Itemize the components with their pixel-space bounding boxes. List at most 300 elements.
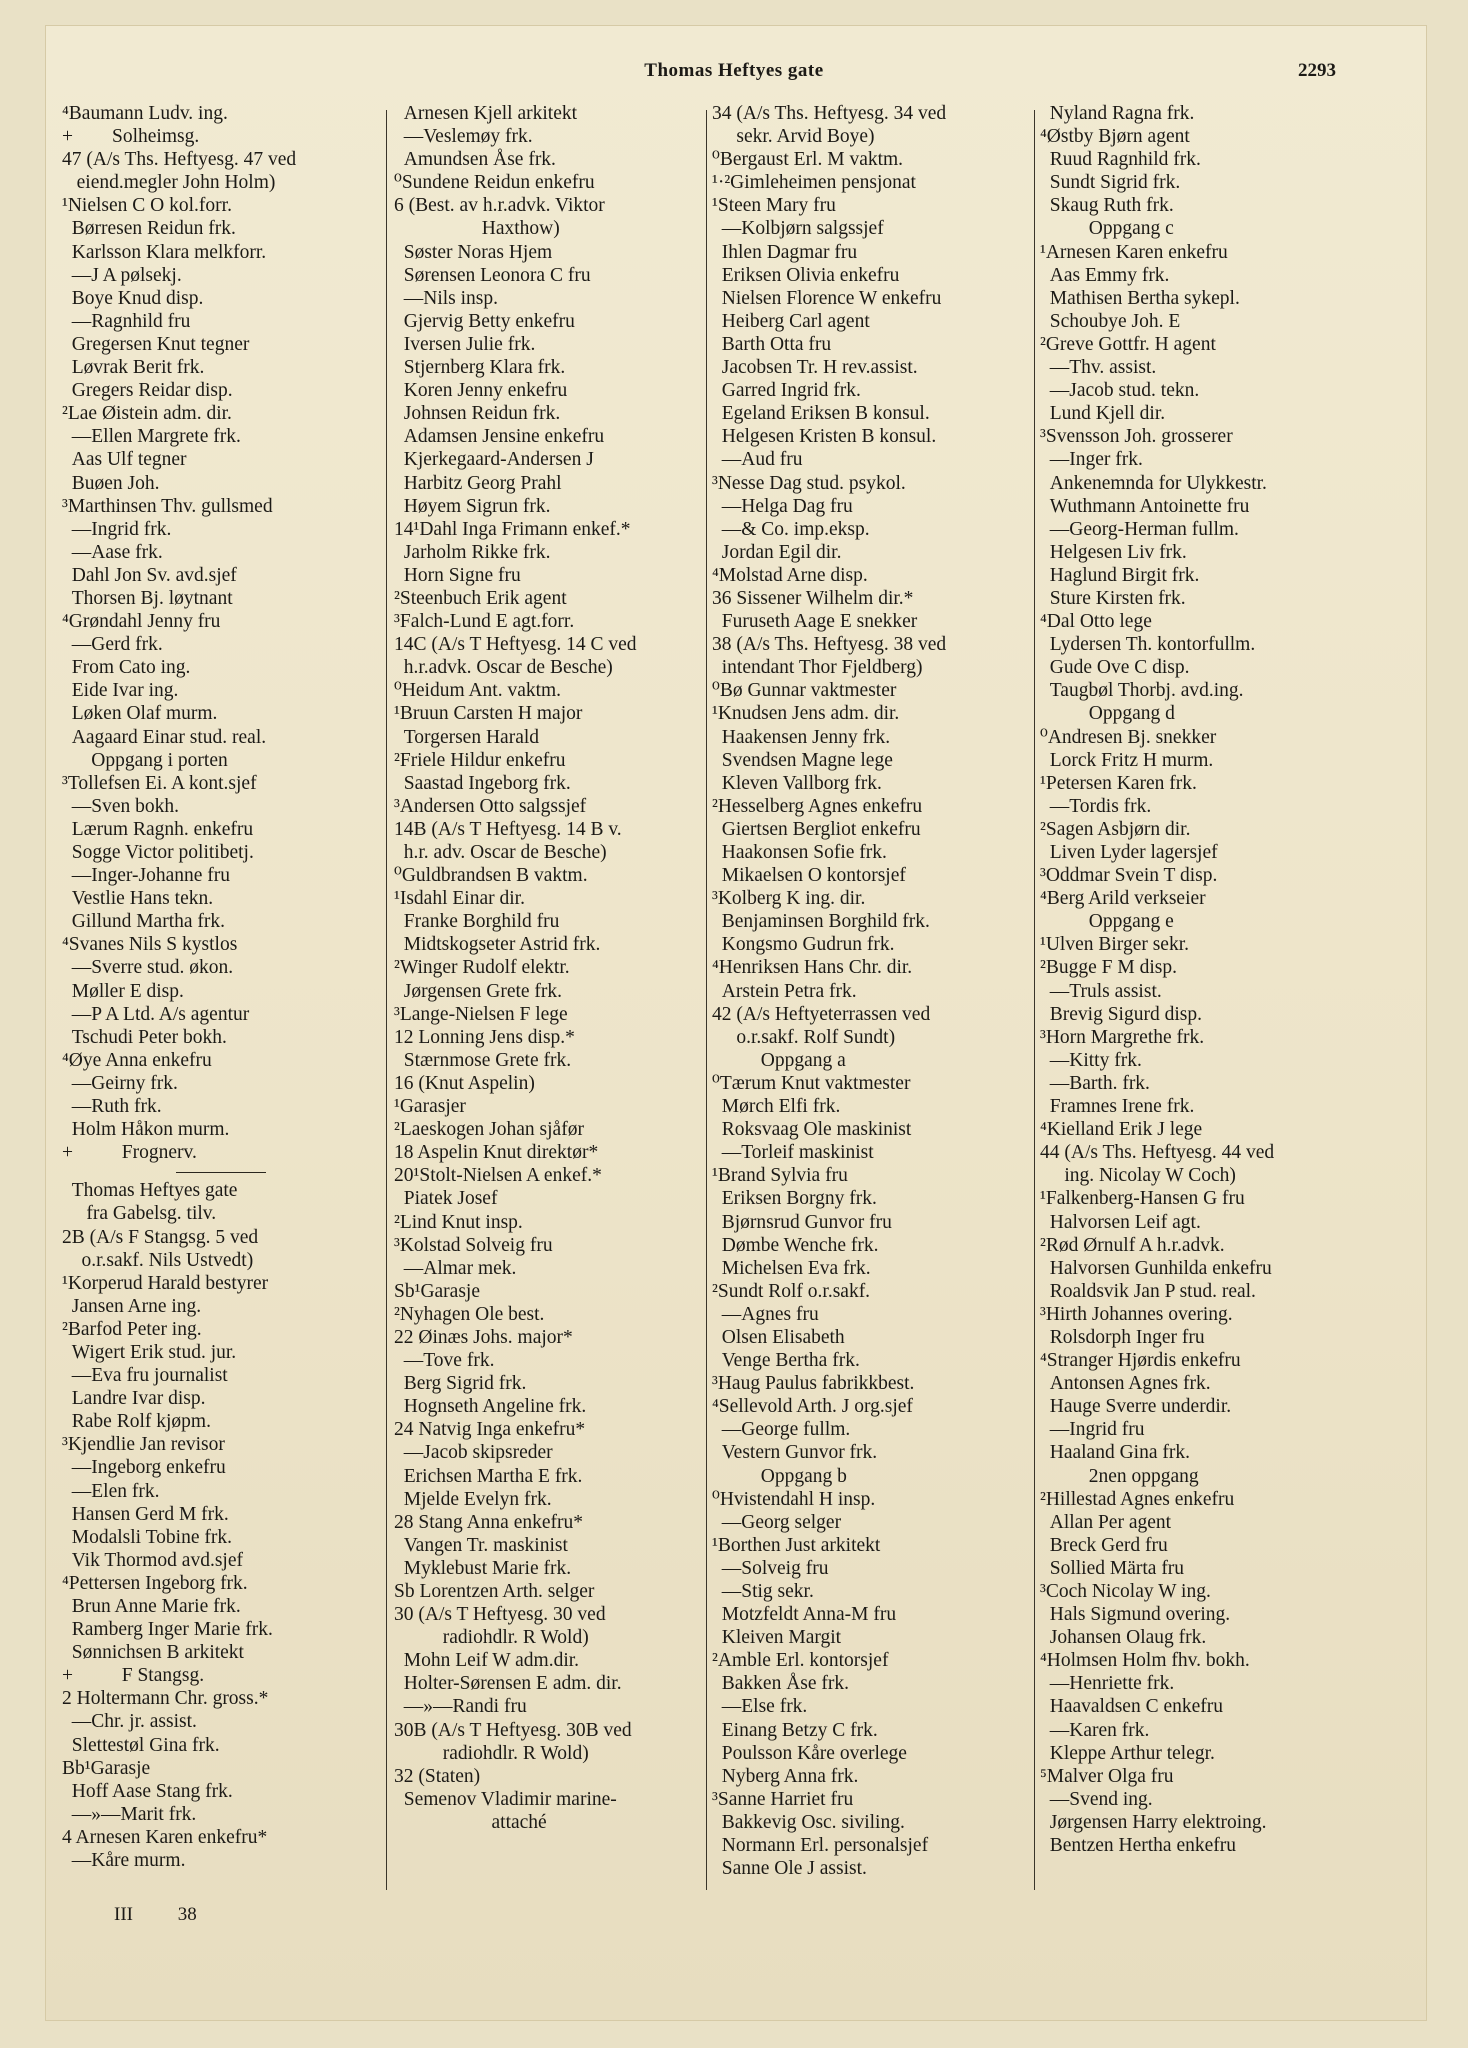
- directory-entry: 2B (A/s F Stangsg. 5 ved: [62, 1226, 259, 1248]
- directory-entry: 22 Øinæs Johs. major*: [394, 1326, 573, 1348]
- directory-entry: Arstein Petra frk.: [712, 980, 857, 1002]
- directory-entry: ¹Bruun Carsten H major: [394, 703, 583, 725]
- directory-entry: Børresen Reidun frk.: [62, 218, 236, 240]
- directory-entry: Søster Noras Hjem: [394, 241, 553, 263]
- directory-entry: Piatek Josef: [394, 1188, 498, 1210]
- directory-entry: Oppgang a: [712, 1049, 846, 1071]
- directory-entry: Motzfeldt Anna-M fru: [712, 1604, 897, 1626]
- directory-entry: —Ruth frk.: [62, 1096, 162, 1118]
- directory-entry: Gregers Reidar disp.: [62, 380, 233, 402]
- directory-entry: ⁰Heidum Ant. vaktm.: [394, 680, 562, 702]
- directory-entry: Helgesen Kristen B konsul.: [712, 426, 937, 448]
- directory-entry: Bjørnsrud Gunvor fru: [712, 1211, 892, 1233]
- directory-entry: attaché: [394, 1811, 547, 1833]
- directory-entry: Eide Ivar ing.: [62, 680, 179, 702]
- directory-entry: —Georg selger: [712, 1511, 842, 1533]
- directory-entry: ing. Nicolay W Coch): [1040, 1165, 1236, 1187]
- directory-entry: ²Sagen Asbjørn dir.: [1040, 818, 1191, 840]
- directory-entry: Lund Kjell dir.: [1040, 403, 1166, 425]
- directory-entry: ¹Knudsen Jens adm. dir.: [712, 703, 900, 725]
- directory-entry: 14¹Dahl Inga Frimann enkef.*: [394, 518, 631, 540]
- directory-entry: 6 (Best. av h.r.advk. Viktor: [394, 195, 605, 217]
- directory-entry: Jørgensen Grete frk.: [394, 980, 563, 1002]
- directory-entry: Giertsen Bergliot enkefru: [712, 818, 921, 840]
- directory-entry: ¹Steen Mary fru: [712, 195, 836, 217]
- directory-entry: ⁴Dal Otto lege: [1040, 611, 1152, 633]
- directory-entry: ³Sanne Harriet fru: [712, 1788, 854, 1810]
- directory-entry: Høyem Sigrun frk.: [394, 495, 551, 517]
- directory-entry: Johnsen Reidun frk.: [394, 403, 561, 425]
- directory-entry: Iversen Julie frk.: [394, 333, 536, 355]
- footer-volume: III: [114, 1904, 133, 1925]
- directory-entry: ⁰Sundene Reidun enkefru: [394, 172, 595, 194]
- directory-entry: Jansen Arne ing.: [62, 1295, 202, 1317]
- directory-entry: —Kåre murm.: [62, 1850, 186, 1872]
- directory-entry: —Nils insp.: [394, 287, 499, 309]
- directory-entry: Sønnichsen B arkitekt: [62, 1642, 244, 1664]
- directory-entry: ¹·²Gimleheimen pensjonat: [712, 172, 916, 194]
- directory-entry: Haglund Birgit frk.: [1040, 564, 1200, 586]
- directory-entry: —Ragnhild fru: [62, 310, 191, 332]
- column-1: [62, 102, 380, 1872]
- directory-entry: Stjernberg Klara frk.: [394, 357, 566, 379]
- directory-entry: ³Kjendlie Jan revisor: [62, 1434, 225, 1456]
- directory-entry: Gregersen Knut tegner: [62, 333, 250, 355]
- directory-entry: Wuthmann Antoinette fru: [1040, 495, 1250, 517]
- directory-entry: Torgersen Harald: [394, 726, 540, 748]
- directory-entry: Aagaard Einar stud. real.: [62, 726, 267, 748]
- directory-entry: —Ingeborg enkefru: [62, 1457, 226, 1479]
- footer: [114, 1904, 237, 1926]
- directory-entry: Lydersen Th. kontorfullm.: [1040, 634, 1256, 656]
- directory-entry: —Barth. frk.: [1040, 1072, 1150, 1094]
- directory-entry: —Sven bokh.: [62, 795, 179, 817]
- directory-entry: Liven Lyder lagersjef: [1040, 842, 1218, 863]
- directory-entry: ⁰Tærum Knut vaktmester: [712, 1072, 911, 1094]
- directory-entry: 14B (A/s T Heftyesg. 14 B v.: [394, 818, 622, 840]
- directory-entry: Kleven Vallborg frk.: [712, 772, 882, 794]
- directory-entry: Venge Bertha frk.: [712, 1350, 860, 1372]
- directory-entry: Wigert Erik stud. jur.: [62, 1341, 237, 1363]
- directory-entry: Furuseth Aage E snekker: [712, 611, 918, 633]
- directory-entry: Bakken Åse frk.: [712, 1673, 850, 1695]
- directory-entry: radiohdlr. R Wold): [394, 1742, 589, 1764]
- directory-entry: Oppgang d: [1040, 703, 1175, 725]
- directory-entry: ¹Arnesen Karen enkefru: [1040, 241, 1228, 263]
- directory-entry: ²Lind Knut insp.: [394, 1211, 523, 1233]
- directory-entry: fra Gabelsg. tilv.: [62, 1203, 217, 1225]
- directory-entry: ⁴Øye Anna enkefru: [62, 1049, 212, 1071]
- directory-entry: ²Laeskogen Johan sjåfør: [394, 1119, 584, 1141]
- directory-entry: ⁴Berg Arild verkseier: [1040, 888, 1206, 910]
- directory-entry: —Svend ing.: [1040, 1788, 1153, 1810]
- directory-entry: Einang Betzy C frk.: [712, 1719, 878, 1741]
- directory-entry: Hals Sigmund overing.: [1040, 1604, 1231, 1626]
- directory-entry: —Jacob stud. tekn.: [1040, 380, 1200, 402]
- directory-entry: Haxthow): [394, 218, 560, 240]
- directory-entry: Helgesen Liv frk.: [1040, 541, 1187, 563]
- directory-entry: h.r.advk. Oscar de Besche): [394, 657, 613, 679]
- directory-entry: 30B (A/s T Heftyesg. 30B ved: [394, 1719, 632, 1741]
- directory-entry: 20¹Stolt-Nielsen A enkef.*: [394, 1165, 602, 1187]
- directory-entry: Horn Signe fru: [394, 564, 521, 586]
- directory-entry: ⁴Pettersen Ingeborg frk.: [62, 1572, 248, 1594]
- directory-entry: Antonsen Agnes frk.: [1040, 1373, 1211, 1395]
- directory-entry: ⁴Svanes Nils S kystlos: [62, 934, 238, 956]
- directory-entry: Hoff Aase Stang frk.: [62, 1780, 233, 1802]
- directory-entry: Tschudi Peter bokh.: [62, 1026, 227, 1048]
- directory-entry: Halvorsen Leif agt.: [1040, 1211, 1201, 1233]
- directory-entry: ²Barfod Peter ing.: [62, 1318, 202, 1340]
- directory-entry: Sture Kirsten frk.: [1040, 587, 1186, 609]
- directory-entry: Eriksen Borgny frk.: [712, 1188, 877, 1210]
- directory-entry: —Inger frk.: [1040, 449, 1143, 471]
- directory-entry: —Truls assist.: [1040, 980, 1162, 1002]
- directory-entry: sekr. Arvid Boye): [712, 126, 875, 148]
- directory-entry: Heiberg Carl agent: [712, 310, 870, 332]
- directory-entry: ²Friele Hildur enkefru: [394, 749, 566, 771]
- directory-entry: Thomas Heftyes gate: [62, 1180, 238, 1202]
- directory-entry: Møller E disp.: [62, 980, 184, 1002]
- directory-entry: Landre Ivar disp.: [62, 1388, 206, 1410]
- directory-entry: Bentzen Hertha enkefru: [1040, 1835, 1236, 1857]
- column-4: [1040, 102, 1358, 1857]
- directory-entry: Myklebust Marie frk.: [394, 1557, 572, 1579]
- directory-entry: Berg Sigrid frk.: [394, 1373, 527, 1395]
- directory-entry: Semenov Vladimir marine-: [394, 1788, 617, 1810]
- directory-entry: —Geirny frk.: [62, 1072, 178, 1094]
- directory-entry: 32 (Staten): [394, 1765, 481, 1787]
- directory-entry: —Thv. assist.: [1040, 357, 1157, 379]
- directory-entry: Sb Lorentzen Arth. selger: [394, 1581, 595, 1602]
- directory-entry: —Stig sekr.: [712, 1581, 814, 1602]
- directory-entry: Framnes Irene frk.: [1040, 1096, 1195, 1118]
- directory-entry: ²Lae Øistein adm. dir.: [62, 403, 232, 425]
- directory-entry: 12 Lonning Jens disp.*: [394, 1026, 575, 1048]
- directory-entry: —Almar mek.: [394, 1257, 517, 1279]
- directory-entry: —Sverre stud. økon.: [62, 957, 234, 979]
- directory-entry: ²Rød Ørnulf A h.r.advk.: [1040, 1234, 1225, 1256]
- directory-entry: Løvrak Berit frk.: [62, 357, 205, 379]
- directory-entry: ³Coch Nicolay W ing.: [1040, 1581, 1211, 1602]
- directory-entry: Vestern Gunvor frk.: [712, 1442, 878, 1464]
- directory-entry: h.r. adv. Oscar de Besche): [394, 842, 607, 863]
- directory-entry: ²Nyhagen Ole best.: [394, 1303, 545, 1325]
- directory-entry: Allan Per agent: [1040, 1511, 1172, 1533]
- directory-entry: Roksvaag Ole maskinist: [712, 1119, 912, 1141]
- directory-entry: Rolsdorph Inger fru: [1040, 1326, 1205, 1348]
- directory-entry: ¹Petersen Karen frk.: [1040, 772, 1197, 794]
- directory-entry: ⁰Guldbrandsen B vaktm.: [394, 865, 588, 887]
- directory-entry: ³Horn Margrethe frk.: [1040, 1026, 1205, 1048]
- directory-entry: —Henriette frk.: [1040, 1673, 1175, 1695]
- directory-entry: ⁴Grøndahl Jenny fru: [62, 611, 221, 633]
- directory-entry: + Solheimsg.: [62, 126, 200, 148]
- directory-entry: Sanne Ole J assist.: [712, 1858, 867, 1880]
- directory-entry: Buøen Joh.: [62, 472, 160, 494]
- directory-entry: —Helga Dag fru: [712, 495, 853, 517]
- directory-entry: Lærum Ragnh. enkefru: [62, 818, 254, 840]
- directory-entry: Hognseth Angeline frk.: [394, 1396, 587, 1418]
- directory-entry: Brevig Sigurd disp.: [1040, 1003, 1202, 1025]
- directory-entry: Halvorsen Gunhilda enkefru: [1040, 1257, 1272, 1279]
- directory-entry: Adamsen Jensine enkefru: [394, 426, 605, 448]
- directory-entry: Normann Erl. personalsjef: [712, 1835, 929, 1857]
- directory-entry: Taugbøl Thorbj. avd.ing.: [1040, 680, 1244, 702]
- directory-entry: Aas Emmy frk.: [1040, 264, 1170, 286]
- directory-entry: Mjelde Evelyn frk.: [394, 1488, 552, 1510]
- directory-entry: 2 Holtermann Chr. gross.*: [62, 1688, 269, 1710]
- directory-entry: —»—Marit frk.: [62, 1803, 197, 1825]
- directory-entry: Jacobsen Tr. H rev.assist.: [712, 357, 918, 379]
- directory-entry: 14C (A/s T Heftyesg. 14 C ved: [394, 634, 637, 656]
- directory-entry: 2nen oppgang: [1040, 1465, 1199, 1487]
- directory-entry: —Ingrid frk.: [62, 518, 172, 540]
- directory-entry: Nyland Ragna frk.: [1040, 103, 1195, 124]
- directory-entry: Olsen Elisabeth: [712, 1326, 845, 1348]
- directory-entry: Lorck Fritz H murm.: [1040, 749, 1214, 771]
- directory-entry: 36 Sissener Wilhelm dir.*: [712, 587, 914, 609]
- directory-entry: ⁴Henriksen Hans Chr. dir.: [712, 957, 913, 979]
- directory-entry: ²Winger Rudolf elektr.: [394, 957, 570, 979]
- directory-entry: Oppgang i porten: [62, 749, 228, 771]
- directory-entry: ¹Nielsen C O kol.forr.: [62, 195, 232, 217]
- directory-entry: intendant Thor Fjeldberg): [712, 657, 923, 679]
- directory-entry: —»—Randi fru: [394, 1696, 527, 1718]
- directory-entry: Dahl Jon Sv. avd.sjef: [62, 564, 237, 586]
- directory-entry: Sogge Victor politibetj.: [62, 842, 254, 863]
- directory-entry: Eriksen Olivia enkefru: [712, 264, 900, 286]
- directory-entry: Benjaminsen Borghild frk.: [712, 911, 930, 933]
- directory-entry: Erichsen Martha E frk.: [394, 1465, 583, 1487]
- directory-entry: radiohdlr. R Wold): [394, 1627, 589, 1649]
- directory-entry: ⁵Malver Olga fru: [1040, 1765, 1174, 1787]
- directory-entry: —Chr. jr. assist.: [62, 1711, 197, 1733]
- directory-entry: ²Bugge F M disp.: [1040, 957, 1177, 979]
- directory-entry: ⁴Stranger Hjørdis enkefru: [1040, 1350, 1241, 1372]
- directory-entry: 47 (A/s Ths. Heftyesg. 47 ved: [62, 149, 297, 171]
- directory-entry: Jørgensen Harry elektroing.: [1040, 1811, 1267, 1833]
- directory-entry: ²Amble Erl. kontorsjef: [712, 1650, 889, 1672]
- directory-entry: ²Hesselberg Agnes enkefru: [712, 795, 923, 817]
- directory-entry: ³Tollefsen Ei. A kont.sjef: [62, 772, 257, 794]
- directory-entry: Arnesen Kjell arkitekt: [394, 103, 578, 124]
- directory-entry: Roaldsvik Jan P stud. real.: [1040, 1280, 1256, 1302]
- page-number: 2293: [1298, 60, 1336, 81]
- directory-entry: Kleiven Margit: [712, 1627, 842, 1649]
- directory-entry: ¹Isdahl Einar dir.: [394, 888, 525, 910]
- directory-entry: ¹Brand Sylvia fru: [712, 1165, 848, 1187]
- directory-entry: —Veslemøy frk.: [394, 126, 533, 148]
- directory-entry: o.r.sakf. Nils Ustvedt): [62, 1249, 254, 1271]
- directory-entry: Kjerkegaard-Andersen J: [394, 449, 594, 471]
- directory-entry: Kleppe Arthur telegr.: [1040, 1742, 1215, 1764]
- directory-entry: Nielsen Florence W enkefru: [712, 287, 942, 309]
- directory-entry: Sundt Sigrid frk.: [1040, 172, 1181, 194]
- directory-entry: ³Haug Paulus fabrikkbest.: [712, 1373, 915, 1395]
- directory-entry: Holter-Sørensen E adm. dir.: [394, 1673, 622, 1695]
- directory-entry: ²Steenbuch Erik agent: [394, 587, 567, 609]
- directory-entry: Rabe Rolf kjøpm.: [62, 1411, 211, 1433]
- column-3: [712, 102, 1030, 1880]
- directory-entry: 30 (A/s T Heftyesg. 30 ved: [394, 1604, 606, 1626]
- directory-entry: Breck Gerd fru: [1040, 1534, 1168, 1556]
- directory-entry: ³Lange-Nielsen F lege: [394, 1003, 568, 1025]
- directory-entry: —Ellen Margrete frk.: [62, 426, 241, 448]
- directory-entry: Løken Olaf murm.: [62, 703, 218, 725]
- directory-entry: Oppgang e: [1040, 911, 1174, 933]
- directory-entry: 16 (Knut Aspelin): [394, 1072, 535, 1094]
- directory-entry: + F Stangsg.: [62, 1665, 205, 1687]
- directory-entry: Poulsson Kåre overlege: [712, 1742, 907, 1764]
- directory-entry: Thorsen Bj. løytnant: [62, 587, 233, 609]
- directory-entry: Gjervig Betty enkefru: [394, 310, 575, 332]
- directory-entry: —J A pølsekj.: [62, 264, 182, 286]
- directory-entry: Svendsen Magne lege: [712, 749, 893, 771]
- directory-entry: Haakensen Jenny frk.: [712, 726, 891, 748]
- directory-entry: Garred Ingrid frk.: [712, 380, 861, 402]
- directory-entry: ¹Korperud Harald bestyrer: [62, 1272, 269, 1294]
- directory-entry: Oppgang b: [712, 1465, 847, 1487]
- directory-entry: —& Co. imp.eksp.: [712, 518, 870, 540]
- directory-entry: Boye Knud disp.: [62, 287, 204, 309]
- directory-entry: Vestlie Hans tekn.: [62, 888, 214, 910]
- directory-entry: ²Hillestad Agnes enkefru: [1040, 1488, 1235, 1510]
- directory-entry: 18 Aspelin Knut direktør*: [394, 1142, 599, 1164]
- directory-entry: Amundsen Åse frk.: [394, 149, 556, 171]
- directory-entry: Jarholm Rikke frk.: [394, 541, 551, 563]
- directory-entry: ¹Falkenberg-Hansen G fru: [1040, 1188, 1245, 1210]
- column-2: [394, 102, 712, 1834]
- directory-entry: —Solveig fru: [712, 1557, 829, 1579]
- directory-entry: Gude Ove C disp.: [1040, 657, 1190, 679]
- directory-entry: Egeland Eriksen B konsul.: [712, 403, 930, 425]
- directory-entry: ⁴Baumann Ludv. ing.: [62, 103, 228, 124]
- directory-entry: Ramberg Inger Marie frk.: [62, 1619, 273, 1641]
- directory-entry: Sørensen Leonora C fru: [394, 264, 591, 286]
- directory-entry: Johansen Olaug frk.: [1040, 1627, 1207, 1649]
- directory-entry: —Torleif maskinist: [712, 1142, 874, 1164]
- directory-entry: ³Svensson Joh. grosserer: [1040, 426, 1233, 448]
- directory-entry: ³Andersen Otto salgssjef: [394, 795, 587, 817]
- directory-entry: Mathisen Bertha sykepl.: [1040, 287, 1240, 309]
- directory-entry: Michelsen Eva frk.: [712, 1257, 871, 1279]
- directory-entry: —Kitty frk.: [1040, 1049, 1142, 1071]
- directory-entry: Harbitz Georg Prahl: [394, 472, 562, 494]
- directory-entry: ⁰Andresen Bj. snekker: [1040, 726, 1217, 748]
- directory-entry: —Jacob skipsreder: [394, 1442, 553, 1464]
- directory-entry: Ihlen Dagmar fru: [712, 241, 858, 263]
- directory-entry: —Georg-Herman fullm.: [1040, 518, 1239, 540]
- directory-entry: —Karen frk.: [1040, 1719, 1150, 1741]
- directory-entry: eiend.megler John Holm): [62, 172, 276, 194]
- directory-entry: Brun Anne Marie frk.: [62, 1596, 241, 1617]
- directory-entry: Stærnmose Grete frk.: [394, 1049, 572, 1071]
- directory-entry: ¹Borthen Just arkitekt: [712, 1534, 881, 1556]
- directory-entry: Haakonsen Sofie frk.: [712, 842, 887, 863]
- directory-entry: —Gerd frk.: [62, 634, 163, 656]
- directory-entry: 44 (A/s Ths. Heftyesg. 44 ved: [1040, 1142, 1275, 1164]
- directory-entry: Skaug Ruth frk.: [1040, 195, 1174, 217]
- directory-entry: Bakkevig Osc. siviling.: [712, 1811, 905, 1833]
- directory-entry: ⁴Kielland Erik J lege: [1040, 1119, 1203, 1141]
- directory-entry: ⁰Hvistendahl H insp.: [712, 1488, 876, 1510]
- directory-entry: Franke Borghild fru: [394, 911, 560, 933]
- directory-entry: ¹Ulven Birger sekr.: [1040, 934, 1190, 956]
- directory-entry: —Ingrid fru: [1040, 1419, 1145, 1441]
- directory-entry: Holm Håkon murm.: [62, 1119, 230, 1141]
- directory-entry: 34 (A/s Ths. Heftyesg. 34 ved: [712, 103, 947, 124]
- directory-entry: ⁴Østby Bjørn agent: [1040, 126, 1190, 148]
- directory-entry: Sb¹Garasje: [394, 1280, 480, 1302]
- directory-entry: 28 Stang Anna enkefru*: [394, 1511, 584, 1533]
- directory-entry: + Frognerv.: [62, 1142, 197, 1164]
- directory-entry: ³Falch-Lund E agt.forr.: [394, 611, 575, 633]
- directory-entry: —Else frk.: [712, 1696, 808, 1718]
- directory-entry: Oppgang c: [1040, 218, 1174, 240]
- directory-entry: —P A Ltd. A/s agentur: [62, 1003, 250, 1025]
- directory-entry: —Tordis frk.: [1040, 795, 1152, 817]
- directory-entry: Dømbe Wenche frk.: [712, 1234, 879, 1256]
- directory-entry: Vik Thormod avd.sjef: [62, 1549, 243, 1571]
- directory-entry: Haaland Gina frk.: [1040, 1442, 1190, 1464]
- directory-entry: From Cato ing.: [62, 657, 191, 679]
- directory-entry: ⁴Molstad Arne disp.: [712, 564, 868, 586]
- directory-entry: —Tove frk.: [394, 1350, 495, 1372]
- directory-entry: ³Kolstad Solveig fru: [394, 1234, 553, 1256]
- directory-entry: ³Marthinsen Thv. gullsmed: [62, 495, 273, 517]
- directory-entry: Vangen Tr. maskinist: [394, 1534, 568, 1556]
- section-divider: [176, 1172, 266, 1173]
- directory-entry: Sollied Märta fru: [1040, 1557, 1185, 1579]
- directory-entry: —Elen frk.: [62, 1480, 160, 1502]
- street-heading: Thomas Heftyes gate: [644, 60, 824, 81]
- directory-entry: Gillund Martha frk.: [62, 911, 226, 933]
- directory-entry: ³Hirth Johannes overing.: [1040, 1303, 1233, 1325]
- directory-entry: —Aase frk.: [62, 541, 163, 563]
- directory-entry: Saastad Ingeborg frk.: [394, 772, 571, 794]
- directory-entry: Aas Ulf tegner: [62, 449, 187, 471]
- directory-entry: Ruud Ragnhild frk.: [1040, 149, 1201, 171]
- directory-entry: ³Nesse Dag stud. psykol.: [712, 472, 906, 494]
- directory-entry: Barth Otta fru: [712, 333, 832, 355]
- directory-entry: —Eva fru journalist: [62, 1365, 228, 1387]
- directory-entry: Karlsson Klara melkforr.: [62, 241, 267, 263]
- column-rule: [1034, 110, 1035, 1890]
- directory-entry: Mohn Leif W adm.dir.: [394, 1650, 580, 1672]
- directory-entry: 42 (A/s Heftyeterrassen ved: [712, 1003, 931, 1025]
- directory-entry: Ankenemnda for Ulykkestr.: [1040, 472, 1267, 494]
- directory-entry: ⁰Bø Gunnar vaktmester: [712, 680, 897, 702]
- footer-sheet: 38: [177, 1904, 197, 1925]
- directory-entry: ⁴Sellevold Arth. J org.sjef: [712, 1396, 913, 1418]
- directory-entry: Hansen Gerd M frk.: [62, 1503, 229, 1525]
- directory-entry: Jordan Egil dir.: [712, 541, 842, 563]
- directory-entry: Modalsli Tobine frk.: [62, 1526, 232, 1548]
- directory-entry: ²Sundt Rolf o.r.sakf.: [712, 1280, 871, 1302]
- directory-entry: Nyberg Anna frk.: [712, 1765, 859, 1787]
- directory-entry: ⁴Holmsen Holm fhv. bokh.: [1040, 1650, 1250, 1672]
- directory-entry: —Inger-Johanne fru: [62, 865, 231, 887]
- directory-entry: Kongsmo Gudrun frk.: [712, 934, 895, 956]
- directory-entry: 24 Natvig Inga enkefru*: [394, 1419, 586, 1441]
- directory-entry: Bb¹Garasje: [62, 1757, 151, 1779]
- directory-entry: —George fullm.: [712, 1419, 851, 1441]
- directory-entry: Slettestøl Gina frk.: [62, 1734, 220, 1756]
- directory-entry: o.r.sakf. Rolf Sundt): [712, 1026, 896, 1048]
- directory-entry: Hauge Sverre underdir.: [1040, 1396, 1232, 1418]
- directory-entry: ⁰Bergaust Erl. M vaktm.: [712, 149, 904, 171]
